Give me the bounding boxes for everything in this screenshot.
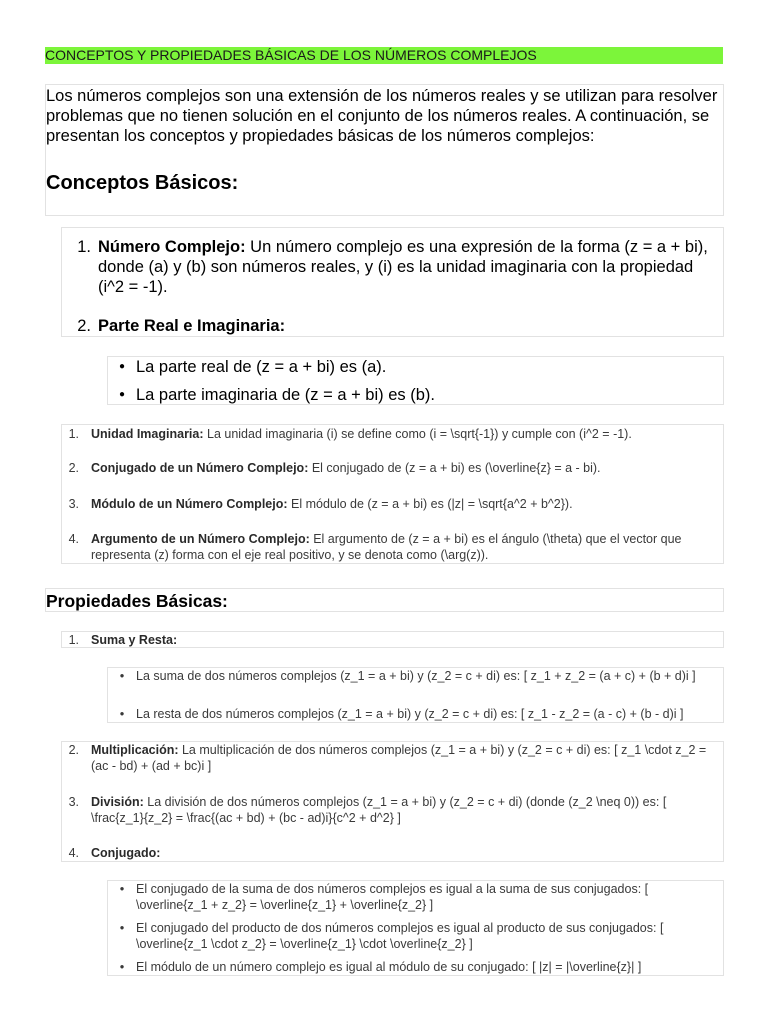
- list-item: [62, 496, 719, 512]
- term-label: Número Complejo:: [98, 238, 246, 256]
- term-label: Conjugado de un Número Complejo:: [91, 461, 309, 475]
- term-label: División:: [91, 795, 144, 809]
- concepts-list-top: [61, 227, 724, 337]
- bullet-icon: ●: [119, 709, 125, 718]
- bullet-item: ● La suma de dos números complejos (z_1 = a + bi) y (z_2 = c + di) es: [ z_1 + z_2 = (a + c) + (b + d)i ]: [108, 668, 719, 684]
- term-label: Suma y Resta:: [91, 633, 178, 647]
- list-item: [62, 632, 719, 648]
- bullet-item: ● La parte real de (z = a + bi) es (a).: [108, 357, 723, 377]
- list-number: 3.: [68, 795, 79, 809]
- sum-diff-bullets: [107, 667, 724, 723]
- bullet-icon: ●: [119, 671, 125, 680]
- term-definition: El argumento de (z = a + bi) es el ángulo (\theta) que el vector que representa (z) forma con el eje real positivo, y se denota como (\arg(z)).: [91, 532, 682, 562]
- term-label: Conjugado:: [91, 846, 161, 860]
- bullet-icon: ●: [119, 884, 125, 893]
- list-number: 2.: [77, 317, 91, 335]
- list-number: 1.: [77, 238, 91, 256]
- term-label: Módulo de un Número Complejo:: [91, 497, 288, 511]
- prop-list-rest: [61, 741, 724, 862]
- list-number: 4.: [68, 532, 79, 546]
- prop-list-1: [61, 631, 724, 648]
- list-item: [62, 531, 719, 563]
- bullet-item: ● El conjugado del producto de dos números complejos es igual al producto de sus conjugados: [ \overline{z_1 \cdot z_2} = \overline{z_1} \cdot \overline{z_2} ]: [108, 920, 719, 952]
- term-definition: El módulo de (z = a + bi) es (|z| = \sqrt{a^2 + b^2}).: [287, 497, 573, 511]
- term-definition: Un número complejo es una expresión de la forma (z = a + bi), donde (a) y (b) son números reales, y (i) es la unidad imaginaria con la propiedad (i^2 = -1).: [98, 238, 708, 296]
- list-item: [62, 845, 719, 861]
- bullet-item: ● El conjugado de la suma de dos números complejos es igual a la suma de sus conjugados: [ \overline{z_1 + z_2} = \overline{z_1} + \overline{z_2} ]: [108, 881, 719, 913]
- intro-paragraph: Los números complejos son una extensión de los números reales y se utilizan para resolver problemas que no tienen solución en el conjunto de los números reales. A continuación, se presentan los conceptos y propiedades básicas de los números complejos:: [46, 87, 718, 145]
- concepts-heading: Conceptos Básicos:: [46, 172, 239, 194]
- term-definition: La multiplicación de dos números complejos (z_1 = a + bi) y (z_2 = c + di) es: [ z_1 \cdot z_2 = (ac - bd) + (ad + bc)i ]: [91, 743, 707, 773]
- list-number: 4.: [68, 846, 79, 860]
- bullet-item: ● La resta de dos números complejos (z_1 = a + bi) y (z_2 = c + di) es: [ z_1 - z_2 = (a - c) + (b - d)i ]: [108, 706, 719, 722]
- term-definition: El conjugado de (z = a + bi) es (\overline{z} = a - bi).: [308, 461, 601, 475]
- term-definition: La unidad imaginaria (i) se define como (i = \sqrt{-1}) y cumple con (i^2 = -1).: [203, 427, 632, 441]
- intro-section: [45, 84, 724, 216]
- term-label: Parte Real e Imaginaria:: [98, 317, 286, 335]
- list-item: [62, 794, 719, 826]
- list-number: 2.: [68, 743, 79, 757]
- list-item: [62, 237, 723, 297]
- term-label: Multiplicación:: [91, 743, 179, 757]
- list-item: [62, 742, 719, 774]
- list-item: [62, 316, 723, 336]
- list-item: [62, 460, 719, 476]
- bullet-item: ● El módulo de un número complejo es igual al módulo de su conjugado: [ |z| = |\overline{z}| ]: [108, 959, 719, 975]
- bullet-icon: ●: [119, 962, 125, 971]
- bullet-icon: ●: [118, 389, 126, 400]
- list-item: [62, 426, 719, 442]
- real-imag-bullets: [107, 356, 724, 405]
- term-label: Argumento de un Número Complejo:: [91, 532, 310, 546]
- term-label: Unidad Imaginaria:: [91, 427, 204, 441]
- conjugate-bullets: [107, 880, 724, 976]
- concepts-list-rest: [61, 424, 724, 564]
- bullet-icon: ●: [118, 361, 126, 372]
- term-definition: La división de dos números complejos (z_1 = a + bi) y (z_2 = c + di) (donde (z_2 \neq 0)) es: [ \frac{z_1}{z_2} = \frac{(ac + bd) + (bc - ad)i}{c^2 + d^2} ]: [91, 795, 667, 825]
- properties-heading: Propiedades Básicas:: [45, 588, 724, 612]
- list-number: 1.: [68, 427, 79, 441]
- document-title: CONCEPTOS Y PROPIEDADES BÁSICAS DE LOS NÚMEROS COMPLEJOS: [45, 47, 723, 64]
- bullet-item: ● La parte imaginaria de (z = a + bi) es (b).: [108, 385, 723, 405]
- list-number: 2.: [68, 461, 79, 475]
- bullet-icon: ●: [119, 923, 125, 932]
- list-number: 3.: [68, 497, 79, 511]
- list-number: 1.: [68, 633, 79, 647]
